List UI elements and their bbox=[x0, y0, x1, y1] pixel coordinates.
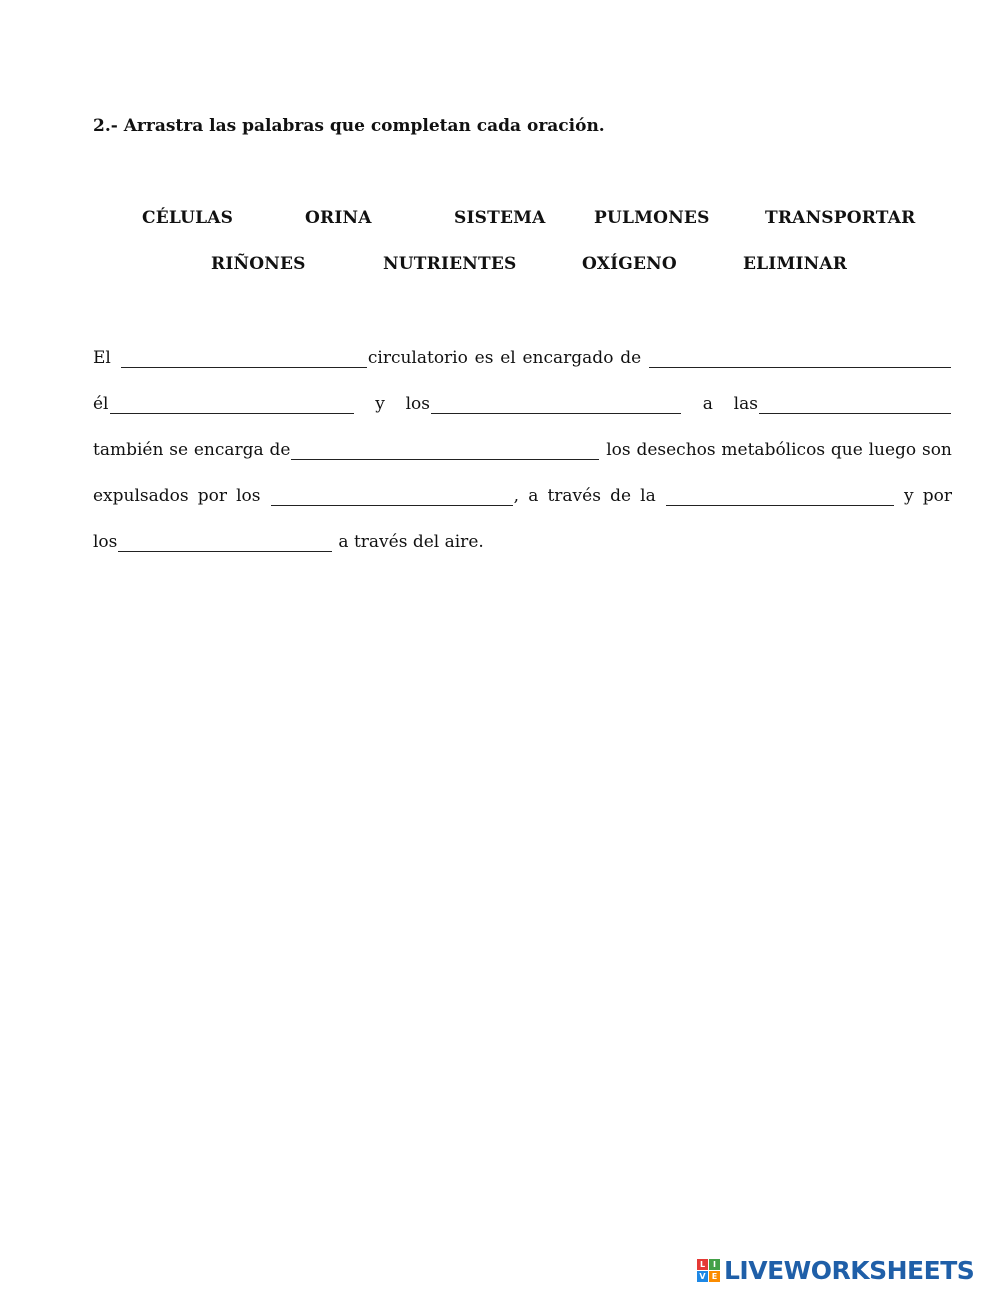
drop-blank-4[interactable] bbox=[431, 396, 681, 414]
text-token: el bbox=[500, 348, 516, 368]
drop-blank-2[interactable] bbox=[649, 350, 951, 368]
text-token: él bbox=[93, 394, 109, 414]
text-token: El bbox=[93, 348, 111, 368]
text-token: de bbox=[269, 440, 291, 460]
text-token: , bbox=[513, 486, 520, 506]
text-token: encarga bbox=[193, 440, 264, 460]
drop-blank-3[interactable] bbox=[110, 396, 354, 414]
drop-blank-8[interactable] bbox=[666, 488, 894, 506]
drop-blank-7[interactable] bbox=[271, 488, 513, 506]
word-sistema[interactable]: SISTEMA bbox=[454, 208, 546, 228]
text-token: también bbox=[93, 440, 164, 460]
text-token: los bbox=[236, 486, 261, 506]
text-token: a bbox=[702, 394, 713, 414]
text-token: los bbox=[606, 440, 631, 460]
text-token: luego bbox=[868, 440, 917, 460]
word-transportar[interactable]: TRANSPORTAR bbox=[765, 208, 916, 228]
text-token: las bbox=[733, 394, 758, 414]
logo-letter: I bbox=[709, 1259, 720, 1270]
segment bbox=[93, 348, 468, 368]
word-nutrientes[interactable]: NUTRIENTES bbox=[383, 254, 517, 274]
text-token: que bbox=[830, 440, 863, 460]
text-token: por bbox=[922, 486, 952, 506]
text-token: son bbox=[921, 440, 952, 460]
sentence-line-1 bbox=[93, 346, 952, 368]
liveworksheets-logo bbox=[697, 1255, 974, 1285]
text-token: de bbox=[610, 486, 632, 506]
logo-letter: E bbox=[709, 1271, 720, 1282]
logo-text: LIVEWORKSHEETS bbox=[724, 1255, 975, 1285]
text-token: es bbox=[474, 348, 494, 368]
sentence-line-5 bbox=[93, 530, 952, 552]
text-token: por bbox=[197, 486, 227, 506]
sentence-line-3 bbox=[93, 438, 952, 460]
segment bbox=[269, 440, 600, 460]
sentence-line-4 bbox=[93, 484, 952, 506]
text-token: los bbox=[93, 532, 118, 552]
text-token: y bbox=[903, 486, 914, 506]
exercise-title: 2.- Arrastra las palabras que completan cada oración. bbox=[93, 116, 605, 136]
segment bbox=[93, 394, 355, 414]
live-badge-icon bbox=[697, 1259, 720, 1282]
drop-blank-5[interactable] bbox=[759, 396, 951, 414]
text-token: los bbox=[405, 394, 431, 414]
text-token: y bbox=[375, 394, 385, 414]
text-token: la bbox=[640, 486, 656, 506]
sentence-line-2 bbox=[93, 392, 952, 414]
word-eliminar[interactable]: ELIMINAR bbox=[743, 254, 848, 274]
text-token: a través del aire. bbox=[338, 532, 484, 552]
segment bbox=[406, 394, 682, 414]
drop-blank-6[interactable] bbox=[291, 442, 599, 460]
word-celulas[interactable]: CÉLULAS bbox=[142, 208, 234, 228]
text-token: encargado bbox=[522, 348, 614, 368]
text-token: través bbox=[547, 486, 601, 506]
text-token: circulatorio bbox=[367, 348, 468, 368]
segment bbox=[270, 486, 519, 506]
logo-letter: L bbox=[697, 1259, 708, 1270]
text-token: metabólicos bbox=[721, 440, 826, 460]
word-pulmones[interactable]: PULMONES bbox=[594, 208, 710, 228]
drop-blank-1[interactable] bbox=[121, 350, 367, 368]
text-token: se bbox=[169, 440, 189, 460]
text-token: desechos bbox=[636, 440, 716, 460]
logo-letter: V bbox=[697, 1271, 708, 1282]
text-token: expulsados bbox=[93, 486, 189, 506]
word-rinones[interactable]: RIÑONES bbox=[211, 254, 306, 274]
word-oxigeno[interactable]: OXÍGENO bbox=[582, 254, 677, 274]
word-orina[interactable]: ORINA bbox=[305, 208, 372, 228]
segment bbox=[734, 394, 952, 414]
text-token: a bbox=[528, 486, 539, 506]
text-token: de bbox=[620, 348, 642, 368]
drop-blank-9[interactable] bbox=[118, 534, 332, 552]
